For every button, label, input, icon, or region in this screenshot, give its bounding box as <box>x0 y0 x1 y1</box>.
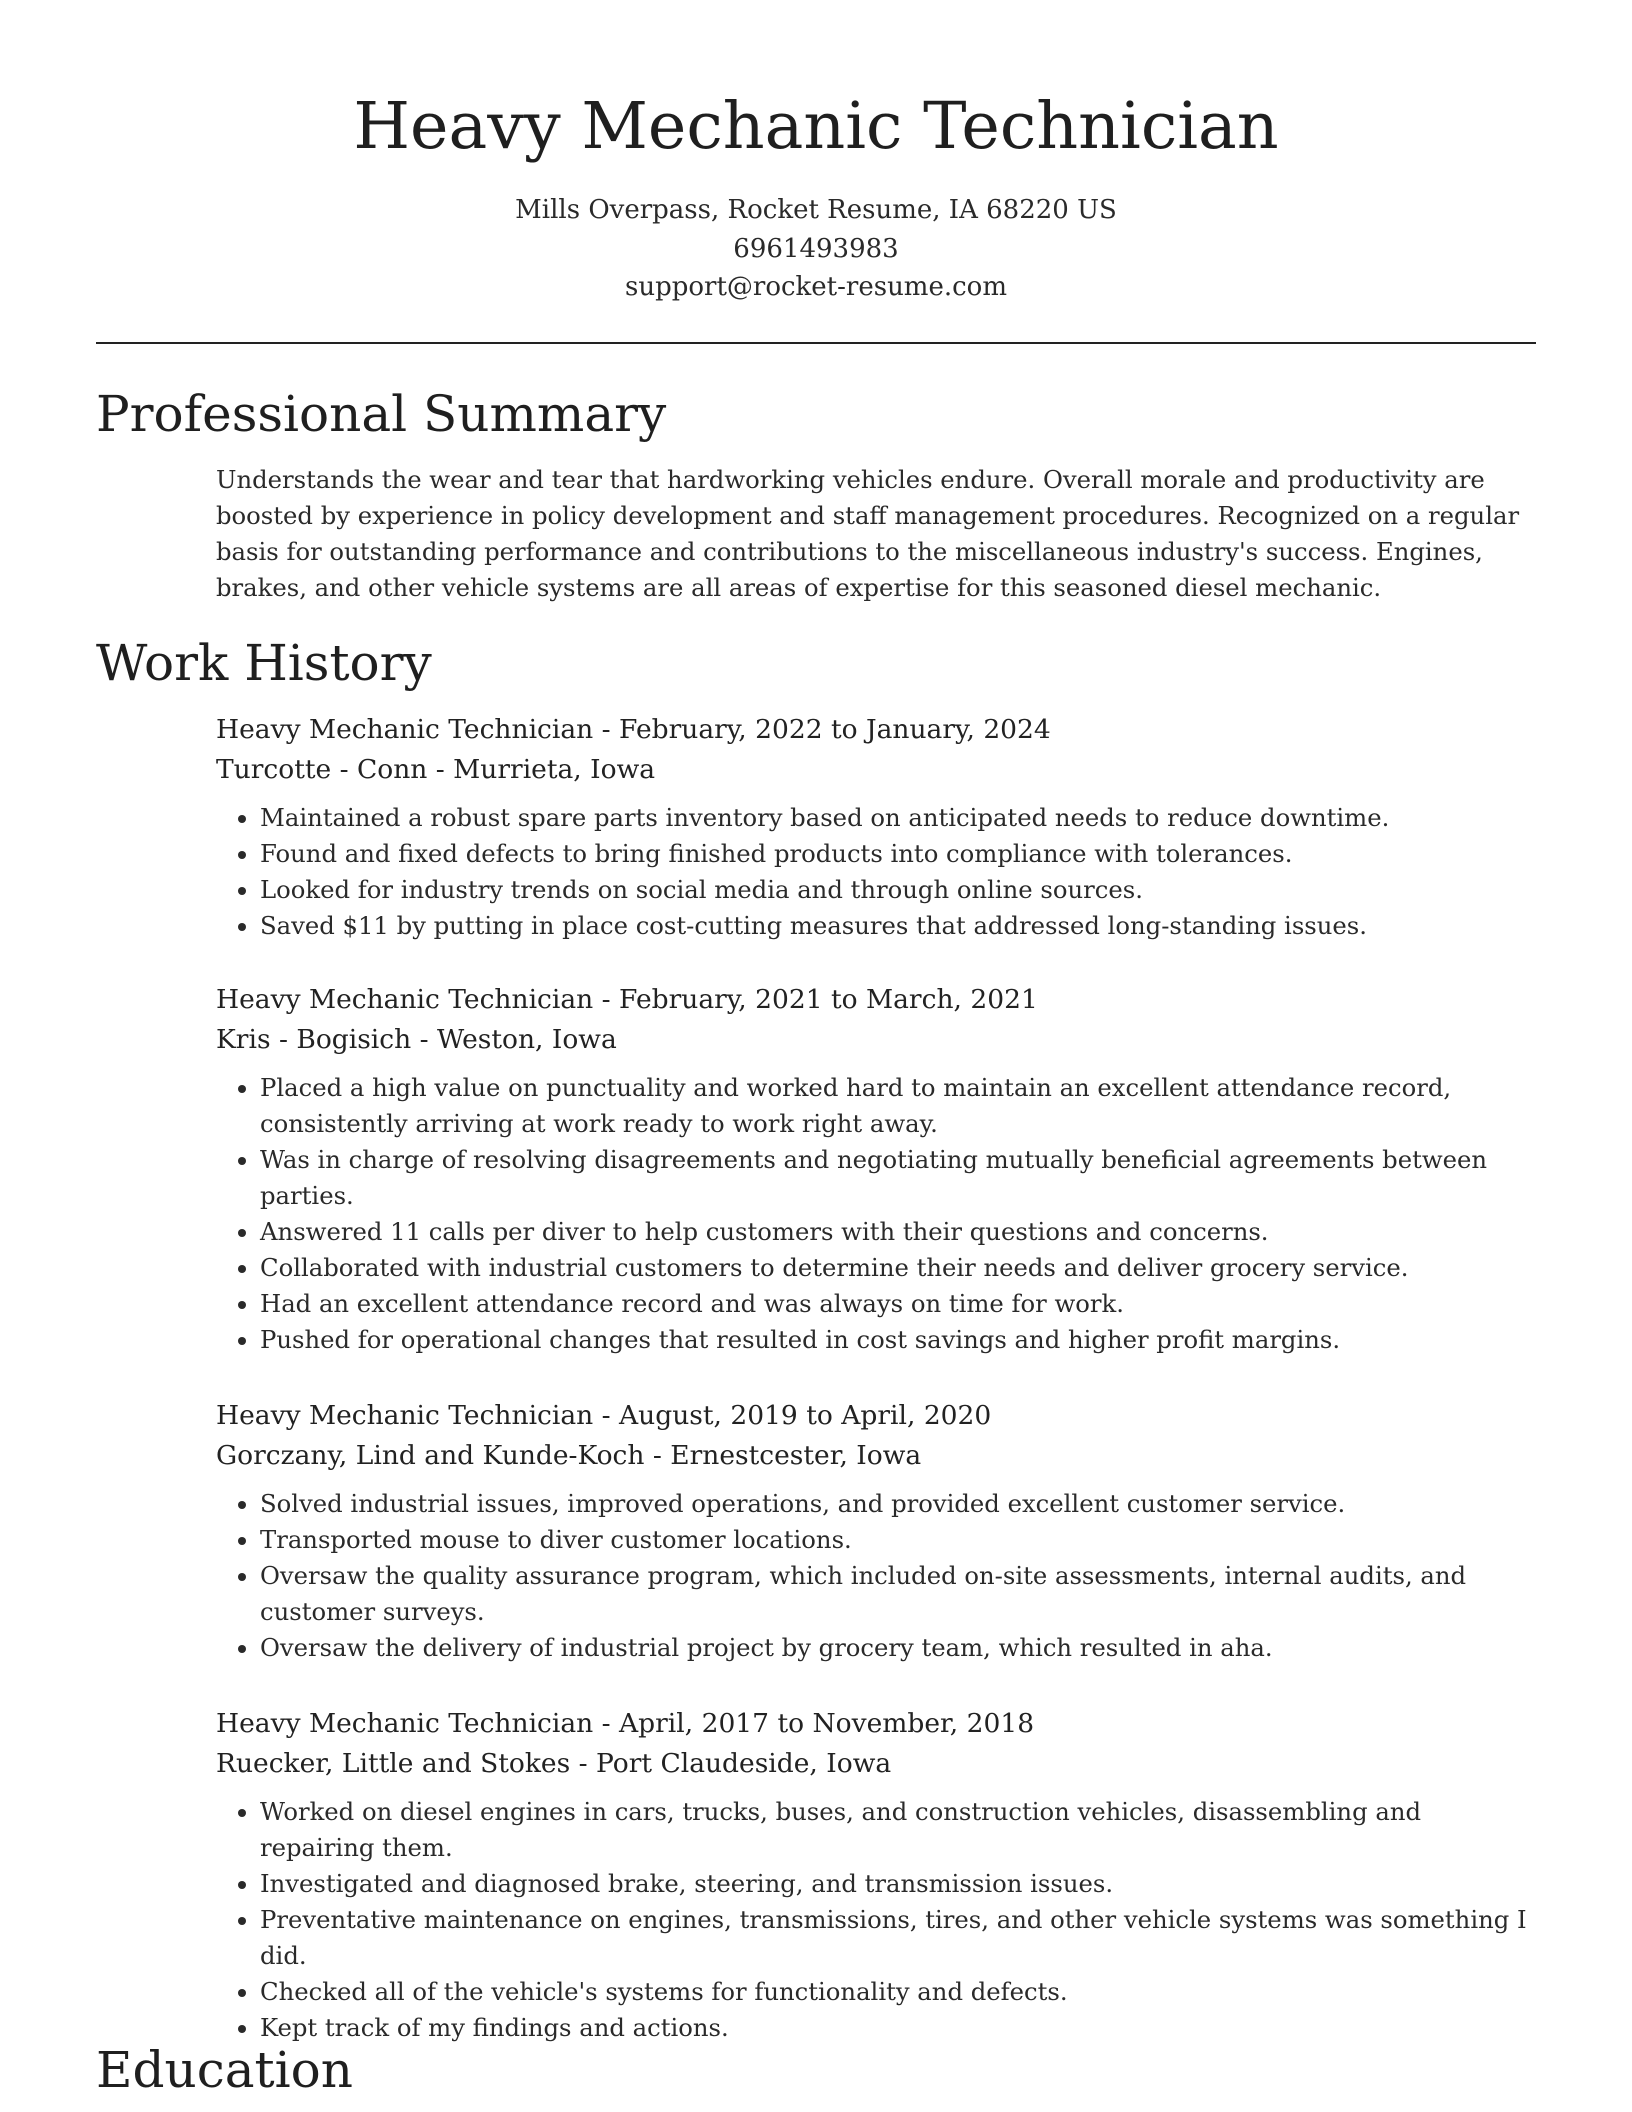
job-bullet: • Collaborated with industrial customers to determine their needs and deliver grocery service. <box>260 1250 1536 1286</box>
job-bullets <box>216 1486 1536 1666</box>
job-company: Gorczany, Lind and Kunde-Koch - Ernestcester, Iowa <box>216 1440 922 1471</box>
job-title: Heavy Mechanic Technician - February, 2021 to March, 2021 <box>216 984 1038 1015</box>
job-bullet: • Found and fixed defects to bring finished products into compliance with tolerances. <box>260 836 1536 872</box>
job-entry <box>216 710 1536 944</box>
summary-text: Understands the wear and tear that hardworking vehicles endure. Overall morale and productivity are boosted by experience in policy development and staff management procedures. Recognized on a regular basis for outstanding performance and contributions to the miscellaneous industry's success. Engines, brakes, and other vehicle systems are all areas of expertise for this seasoned diesel mechanic. <box>216 465 1520 602</box>
job-entry <box>216 980 1536 1358</box>
job-title: Heavy Mechanic Technician - February, 2022 to January, 2024 <box>216 714 1051 745</box>
job-bullet: • Oversaw the delivery of industrial project by grocery team, which resulted in aha. <box>260 1630 1536 1666</box>
job-bullet: • Preventative maintenance on engines, transmissions, tires, and other vehicle systems was something I did. <box>260 1902 1536 1974</box>
job-bullet: • Transported mouse to diver customer locations. <box>260 1522 1536 1558</box>
job-bullet: • Oversaw the quality assurance program, which included on-site assessments, internal audits, and customer surveys. <box>260 1558 1536 1630</box>
job-company: Turcotte - Conn - Murrieta, Iowa <box>216 754 656 785</box>
job-bullet: • Saved $11 by putting in place cost-cutting measures that addressed long-standing issues. <box>260 908 1536 944</box>
contact-phone: 6961493983 <box>733 234 899 264</box>
job-bullet: • Worked on diesel engines in cars, trucks, buses, and construction vehicles, disassembling and repairing them. <box>260 1794 1536 1866</box>
job-bullet: • Looked for industry trends on social media and through online sources. <box>260 872 1536 908</box>
job-bullet: • Placed a high value on punctuality and worked hard to maintain an excellent attendance record, consistently arriving at work ready to work right away. <box>260 1070 1536 1142</box>
job-bullet: • Investigated and diagnosed brake, steering, and transmission issues. <box>260 1866 1536 1902</box>
contact-email: support@rocket-resume.com <box>624 272 1007 302</box>
job-title: Heavy Mechanic Technician - April, 2017 to November, 2018 <box>216 1708 1035 1739</box>
job-entry <box>216 1704 1536 2046</box>
contact-address: Mills Overpass, Rocket Resume, IA 68220 US <box>515 195 1117 225</box>
header-divider <box>96 342 1536 344</box>
job-company: Kris - Bogisich - Weston, Iowa <box>216 1024 617 1055</box>
job-company: Ruecker, Little and Stokes - Port Claudeside, Iowa <box>216 1748 892 1779</box>
job-bullet: • Pushed for operational changes that resulted in cost savings and higher profit margins. <box>260 1322 1536 1358</box>
job-bullets <box>216 1794 1536 2046</box>
job-bullet: • Answered 11 calls per diver to help customers with their questions and concerns. <box>260 1214 1536 1250</box>
job-bullet: • Kept track of my findings and actions. <box>260 2010 1536 2046</box>
job-bullet: • Checked all of the vehicle's systems for functionality and defects. <box>260 1974 1536 2010</box>
job-bullet: • Was in charge of resolving disagreements and negotiating mutually beneficial agreements between parties. <box>260 1142 1536 1214</box>
job-title: Heavy Mechanic Technician - August, 2019 to April, 2020 <box>216 1400 992 1431</box>
resume-name: Heavy Mechanic Technician <box>353 89 1279 164</box>
job-entry <box>216 1396 1536 1666</box>
job-bullet: • Maintained a robust spare parts inventory based on anticipated needs to reduce downtime. <box>260 800 1536 836</box>
job-bullets <box>216 800 1536 944</box>
job-bullet: • Had an excellent attendance record and was always on time for work. <box>260 1286 1536 1322</box>
section-title-education: Education <box>96 2041 353 2099</box>
job-bullet: • Solved industrial issues, improved operations, and provided excellent customer service. <box>260 1486 1536 1522</box>
section-title-work-history: Work History <box>96 634 432 692</box>
job-bullets <box>216 1070 1536 1358</box>
section-title-summary: Professional Summary <box>96 385 667 443</box>
